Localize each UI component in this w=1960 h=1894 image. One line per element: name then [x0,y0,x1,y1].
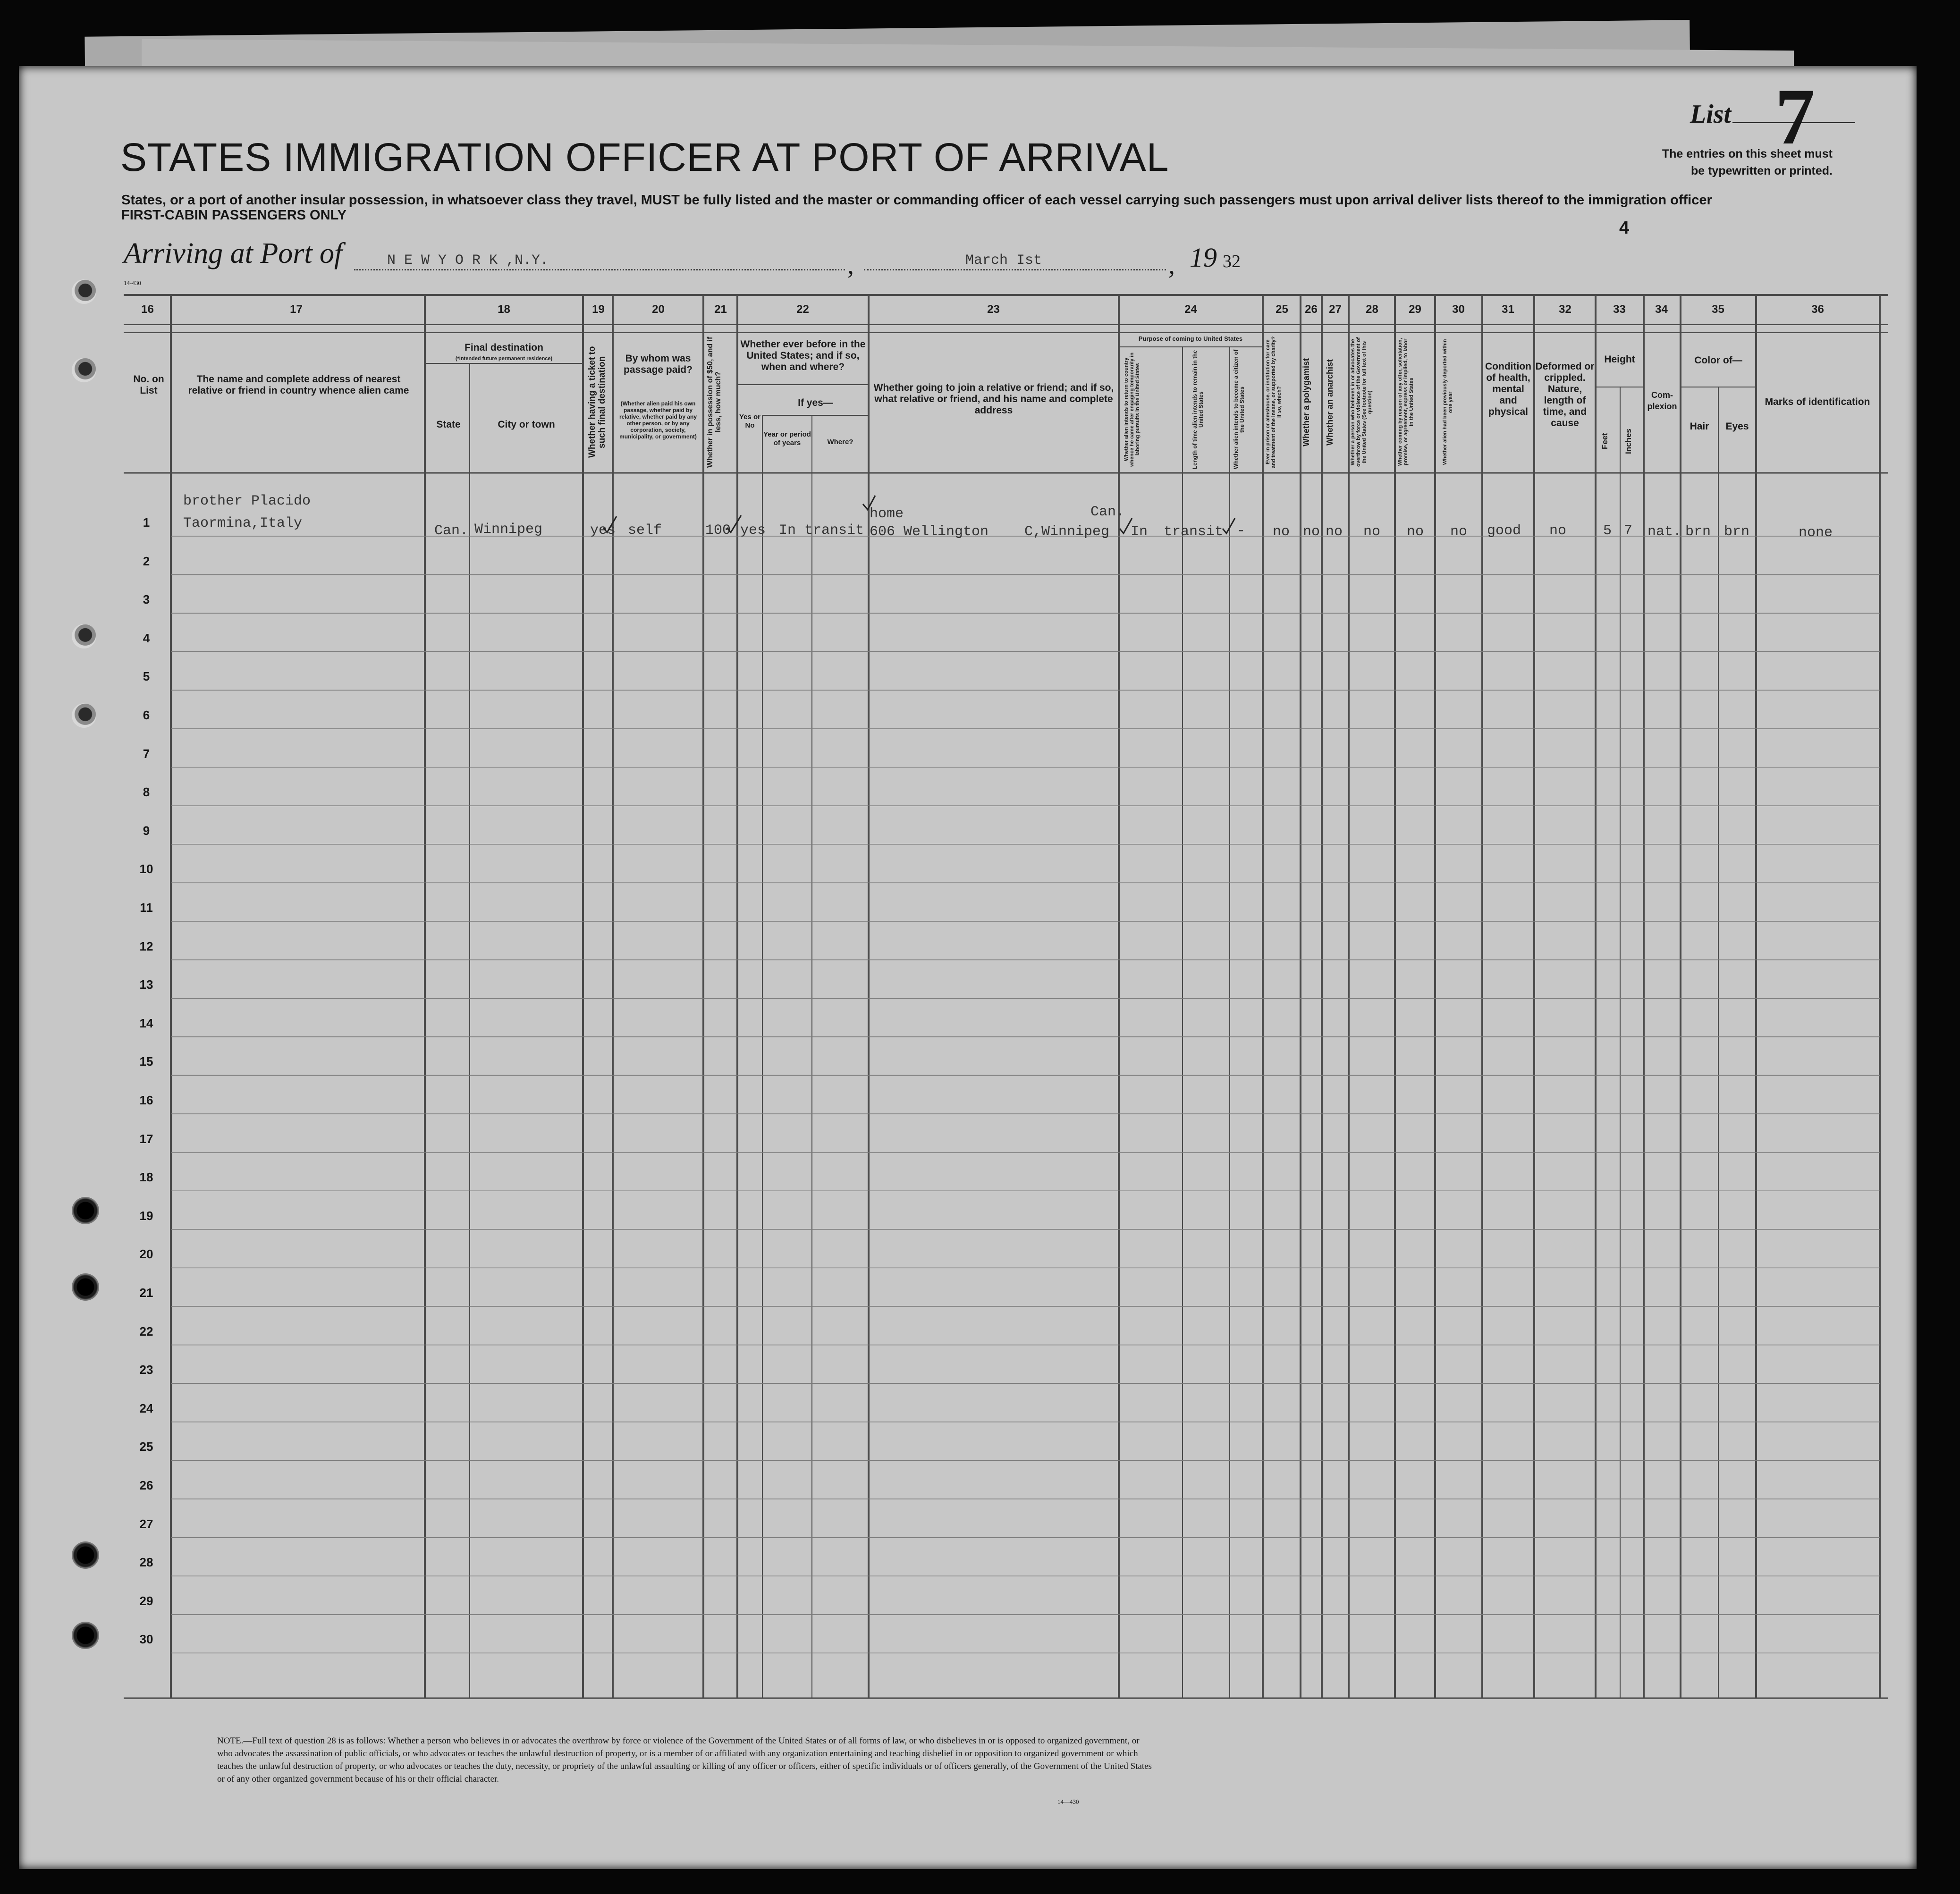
row-number: 9 [143,823,150,838]
row-number: 21 [139,1286,153,1300]
complexion-value: nat. [1647,524,1682,540]
row-number: 26 [139,1478,153,1492]
col26-heading: Whether a polygamist [1301,358,1311,446]
deported-value: no [1450,524,1468,540]
hair-color: brn [1685,524,1711,540]
col18-note: (*Intended future permanent residence) [455,356,553,362]
row-number: 10 [139,862,153,876]
col31-heading: Condition of health, mental and physical [1485,361,1531,417]
page-number: 4 [1619,218,1630,238]
col18-city-heading: City or town [498,419,555,430]
year-suffix: 32 [1223,252,1241,271]
row-number: 14 [139,1016,153,1030]
col28-heading: Whether a person who believes in or advocates the overthrow by force or violence of the Government of the United States (See footnote for full text of this question) [1350,337,1373,467]
join-address: 606 Wellington [870,524,989,540]
date-value: March Ist [965,253,1042,269]
port-value: N E W Y O R K ,N.Y. [387,253,549,269]
col35-hair-heading: Hair [1690,421,1709,432]
col22-year-heading: Year or period of years [763,430,811,447]
col29-heading: Whether coming by reason of any offer, solicitation, promise, or agreement, express or implied, to labor in the United States [1397,338,1414,466]
col24a-heading: Whether alien intends to return to country whence he came after engaging temporarily in laboring pursuits in the United States [1124,352,1141,467]
row-number: 12 [139,939,153,953]
polygamist-value: no [1303,524,1320,540]
row-number: 15 [139,1054,153,1069]
row-number: 23 [139,1363,153,1377]
row-number: 4 [143,631,150,645]
col20-note: (Whether alien paid his own passage, whether paid by relative, whether paid by any other person, or by any corporation, society, municipality, or government) [619,400,697,440]
length-of-stay: transit [1164,524,1224,540]
row-number: 17 [139,1131,153,1146]
health-value: good [1487,523,1521,539]
entries-note: The entries on this sheet must be typewritten or printed. [1662,147,1833,177]
row-number: 2 [143,554,150,568]
col30-heading: Whether alien had been previously deported within one year [1442,339,1453,465]
before-us-period: In transit [779,522,864,539]
form-number-top: 14-430 [124,279,141,286]
row-number: 13 [139,977,153,992]
before-us-value: yes [740,522,766,539]
row-number: 11 [140,901,153,915]
col22-heading: Whether ever before in the United States; and if so, when and where? [740,339,866,372]
col22-where-heading: Where? [827,438,853,446]
row-number: 29 [139,1593,153,1608]
row-number: 27 [139,1516,153,1531]
check-mark [603,516,617,532]
relative-address: Taormina,Italy [183,515,303,531]
col23-heading: Whether going to join a relative or friend; and if so, what relative or friend, and his name and complete address [873,382,1114,416]
row-number: 19 [139,1208,153,1223]
purpose-return: In [1131,524,1148,540]
join-city: C,Winnipeg [1024,524,1110,540]
ticket-value: yes [590,522,616,539]
height-feet: 5 [1603,523,1612,539]
col33-feet-heading: Feet [1600,433,1609,450]
row-number: 18 [139,1170,153,1185]
form-number-bottom: 14—430 [1057,1798,1079,1805]
col32-heading: Deformed or crippled. Nature, length of time, and cause [1535,361,1595,429]
form-title: STATES IMMIGRATION OFFICER AT PORT OF ARRIVAL [120,135,1169,179]
footnote-question-28: NOTE.—Full text of question 28 is as follows: Whether a person who believes in or advocates the overthrow by force or violence of the Government of the United States or of all forms of law, or who disbelieves in or is opposed to organized government, or who advocates the assassination of public officials, or who advocates or teaches the unlawful destruction of property, or is a member of or affiliated with any organization entertaining and teaching disbelief in or opposition to organized government or which teaches the unlawful destruction of property, or who advocates or teaches the duty, necessity, or propriety of the unlawful assaulting or killing of any officer or officers, either of specific individuals or of officers generally, of the Government of the United States or of any other organized government because of his or their official character. [217,1736,1152,1784]
destination-state: Can. [434,523,469,539]
col18-heading: Final destination [465,342,543,353]
overthrow-value: no [1363,524,1381,540]
col33-heading: Height [1604,354,1635,365]
money-value: 100 [705,522,731,539]
comma-separator: , [847,251,854,280]
row-number: 30 [139,1632,153,1647]
year-prefix: 19 [1190,242,1217,273]
col22-ifyes-heading: If yes— [798,397,833,408]
row-number: 25 [139,1439,153,1454]
row-number: 6 [143,708,150,722]
check-mark [727,515,741,532]
row-number: 5 [143,669,150,684]
col24c-heading: Whether alien intends to become a citizen of the United States [1233,349,1245,470]
arriving-label: Arriving at Port of [124,237,343,269]
join-relation: home [870,506,904,522]
row-number: 20 [139,1247,153,1262]
form-instructions: States, or a port of another insular possession, in whatsoever class they travel, MUST be fully listed and the master or commanding officer of each vessel carrying such passengers must upon arrival deliver lists thereof to the immigration officer [121,193,1712,208]
row-number: 24 [139,1401,153,1415]
labor-offer-value: no [1407,524,1424,540]
col17-heading: The name and complete address of nearest relative or friend in country whence alien came [188,374,409,396]
anarchist-value: no [1326,524,1343,540]
col34-heading: Com-plexion [1647,390,1677,411]
col18-state-heading: State [436,419,461,430]
prison-value: no [1273,524,1290,540]
col35-heading: Color of— [1694,355,1742,366]
row-number: 7 [143,746,150,761]
paid-by-value: self [628,522,662,539]
intend-citizen: - [1237,523,1246,539]
check-mark [1120,518,1132,533]
join-country: Can. [1090,504,1125,520]
height-inches: 7 [1624,523,1633,539]
relative-name: brother Placido [183,493,311,509]
comma-separator-2: , [1168,251,1175,280]
eye-color: brn [1724,524,1750,540]
col27-heading: Whether an anarchist [1325,359,1335,446]
row-number: 16 [139,1093,153,1107]
col19-heading: Whether having a ticket to such final destination [587,346,607,458]
col36-heading: Marks of identification [1765,396,1870,407]
list-number: 7 [1775,72,1815,161]
row-number: 3 [143,592,150,607]
col33-inches-heading: Inches [1624,429,1633,454]
list-label: List [1690,100,1732,129]
row-number: 22 [139,1324,153,1338]
col20-heading: By whom was passage paid? [624,353,693,375]
row-number: 1 [143,515,150,530]
deformed-value: no [1549,523,1567,539]
col35-eyes-heading: Eyes [1725,421,1749,432]
check-mark [1223,518,1235,533]
col24-heading: Purpose of coming to United States [1138,335,1243,342]
col21-heading: Whether in possession of $50, and if less, how much? [706,337,722,468]
col22-yesno-heading: Yes or No [739,413,761,429]
row-number: 8 [143,785,150,800]
row-number: 28 [139,1555,153,1570]
check-mark [863,496,875,510]
identification-marks: none [1799,525,1833,541]
destination-city: Winnipeg [474,522,543,538]
col25-heading: Ever in prison or almshouse, or institution for care and treatment of the insane, or supported by charity? If so, which? [1265,336,1282,468]
col16-heading: No. on List [133,374,164,396]
col24b-heading: Length of time alien intends to remain in the United States [1191,350,1204,469]
form-passenger-class: FIRST-CABIN PASSENGERS ONLY [121,208,346,223]
